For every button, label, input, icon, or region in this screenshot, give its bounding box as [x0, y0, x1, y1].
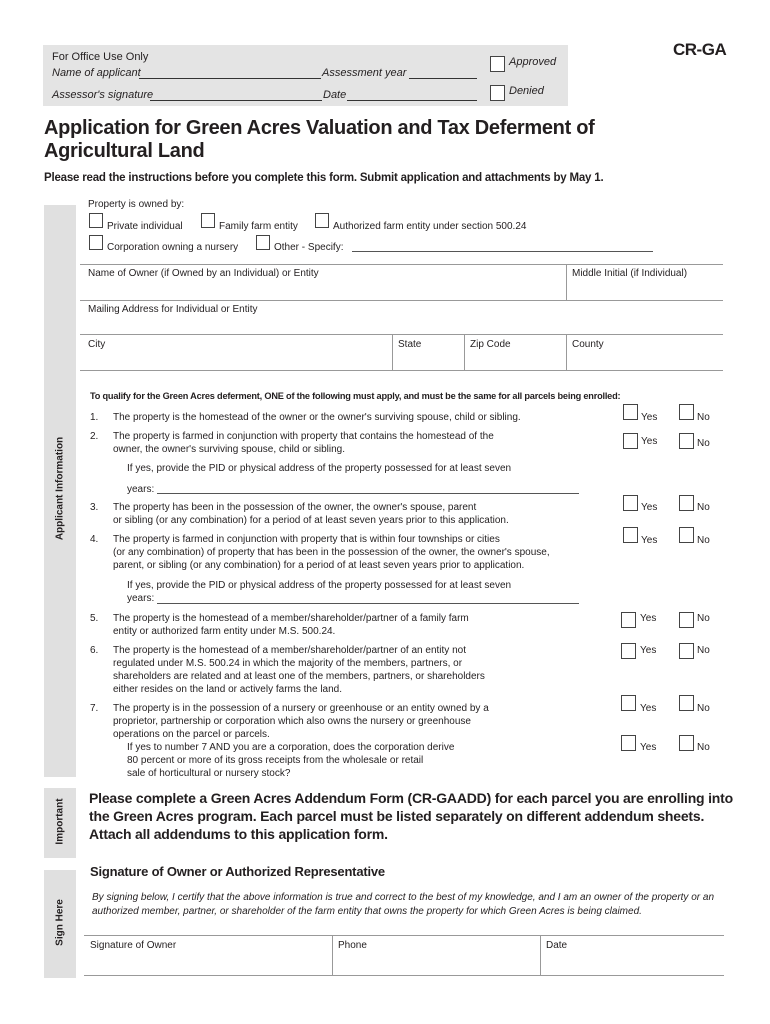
q7-yes-label: Yes	[640, 703, 657, 714]
mailing-address-label: Mailing Address for Individual or Entity	[88, 304, 258, 315]
q2-years-line[interactable]	[157, 493, 579, 494]
q4-yes-checkbox[interactable]	[623, 527, 638, 543]
other-label: Other - Specify:	[274, 242, 344, 253]
private-individual-checkbox[interactable]	[89, 213, 103, 228]
page-title: Application for Green Acres Valuation and Tax Deferment of Agricultural Land	[44, 117, 595, 162]
authorized-entity-label: Authorized farm entity under section 500.24	[333, 221, 527, 232]
signature-heading: Signature of Owner or Authorized Representative	[90, 864, 385, 879]
q7-number: 7.	[90, 703, 99, 714]
q2-years-label: years:	[127, 484, 155, 495]
q4-yes-label: Yes	[641, 535, 658, 546]
approved-checkbox[interactable]	[490, 56, 505, 72]
family-farm-label: Family farm entity	[219, 221, 298, 232]
office-date-line[interactable]	[347, 100, 477, 101]
assessment-year-line[interactable]	[409, 78, 477, 79]
grid-line	[84, 975, 724, 976]
ownership-heading: Property is owned by:	[88, 199, 185, 210]
phone-field[interactable]	[334, 953, 538, 975]
q1-yes-checkbox[interactable]	[623, 404, 638, 420]
q2-yes-checkbox[interactable]	[623, 433, 638, 449]
q4-no-checkbox[interactable]	[679, 527, 694, 543]
q6-yes-label: Yes	[640, 645, 657, 656]
state-field[interactable]	[394, 352, 462, 370]
approved-label: Approved	[509, 56, 557, 68]
grid-line	[332, 935, 333, 975]
q1-no-label: No	[697, 412, 710, 423]
q2-line1: The property is farmed in conjunction with property that contains the homestead of the	[113, 431, 494, 442]
q5-no-label: No	[697, 613, 710, 624]
middle-initial-label: Middle Initial (if Individual)	[572, 268, 688, 279]
q7-follow-line2: 80 percent or more of its gross receipts from the wholesale or retail	[127, 755, 424, 766]
office-use-box	[43, 45, 568, 106]
instructions-text: Please read the instructions before you complete this form. Submit application and attachments by May 1.	[44, 172, 604, 184]
q4-years-line[interactable]	[157, 603, 579, 604]
q7-no-checkbox[interactable]	[679, 695, 694, 711]
q2-line2: owner, the owner's surviving spouse, child or sibling.	[113, 444, 346, 455]
assessment-year-label: Assessment year	[322, 67, 407, 79]
important-text: Please complete a Green Acres Addendum Form (CR-GAADD) for each parcel you are enrolling into the Green Acres program. Each parcel must be listed separately on different addendum sheets. Attach all addendums to this application form.	[89, 790, 733, 842]
grid-line	[84, 935, 724, 936]
q3-number: 3.	[90, 502, 99, 513]
q6-line2: regulated under M.S. 500.24 in which the majority of the members, partners, or	[113, 658, 463, 669]
q5-number: 5.	[90, 613, 99, 624]
grid-line	[392, 334, 393, 370]
grid-line	[80, 334, 723, 335]
important-label: Important	[54, 798, 66, 845]
q4-no-label: No	[697, 535, 710, 546]
zip-label: Zip Code	[470, 339, 511, 350]
private-individual-label: Private individual	[107, 221, 183, 232]
q4-years-label: years:	[127, 593, 155, 604]
q6-no-checkbox[interactable]	[679, 643, 694, 659]
city-label: City	[88, 339, 106, 350]
qualify-heading: To qualify for the Green Acres deferment, ONE of the following must apply, and must be the same for all parcels being enrolled:	[90, 391, 621, 401]
mailing-address-field[interactable]	[80, 316, 722, 334]
phone-label: Phone	[338, 940, 367, 951]
q7-line3: operations on the parcel or parcels.	[113, 729, 270, 740]
certification-text: By signing below, I certify that the above information is true and correct to the best of my knowledge, and I am an owner of the property or an authorized member, partner, or shareholder of the farm entity that owns the property for which Green Acres is being claimed.	[92, 892, 715, 917]
other-specify-line[interactable]	[352, 251, 653, 252]
q3-line2: or sibling (or any combination) for a period of at least seven years prior to this application.	[113, 515, 509, 526]
q7-corp-no-checkbox[interactable]	[679, 735, 694, 751]
grid-line	[80, 370, 723, 371]
q2-follow: If yes, provide the PID or physical address of the property possessed for at least seven	[127, 463, 512, 474]
q6-number: 6.	[90, 645, 99, 656]
q7-no-label: No	[697, 703, 710, 714]
assessor-signature-label: Assessor's signature	[52, 89, 154, 101]
state-label: State	[398, 339, 422, 350]
q3-yes-checkbox[interactable]	[623, 495, 638, 511]
grid-line	[566, 334, 567, 370]
q7-corp-yes-checkbox[interactable]	[621, 735, 636, 751]
q3-yes-label: Yes	[641, 502, 658, 513]
q6-yes-checkbox[interactable]	[621, 643, 636, 659]
q7-follow-line1: If yes to number 7 AND you are a corporation, does the corporation derive	[127, 742, 455, 753]
q4-number: 4.	[90, 534, 99, 545]
q5-yes-label: Yes	[640, 613, 657, 624]
q5-yes-checkbox[interactable]	[621, 612, 636, 628]
q3-no-checkbox[interactable]	[679, 495, 694, 511]
applicant-sidebar	[44, 205, 76, 777]
q5-line1: The property is the homestead of a member/shareholder/partner of a family farm	[113, 613, 469, 624]
q2-number: 2.	[90, 431, 99, 442]
q6-no-label: No	[697, 645, 710, 656]
q5-no-checkbox[interactable]	[679, 612, 694, 628]
grid-line	[566, 264, 567, 300]
city-field[interactable]	[80, 352, 390, 370]
form-id: CR-GA	[673, 40, 727, 59]
applicant-name-line[interactable]	[139, 78, 321, 79]
q1-number: 1.	[90, 412, 99, 423]
grid-line	[80, 300, 723, 301]
grid-line	[464, 334, 465, 370]
q3-no-label: No	[697, 502, 710, 513]
signature-date-label: Date	[546, 940, 568, 951]
zip-field[interactable]	[466, 352, 564, 370]
q7-line2: proprietor, partnership or corporation which also owns the nursery or greenhouse	[113, 716, 471, 727]
q5-line2: entity or authorized farm entity under M.S. 500.24.	[113, 626, 336, 637]
owner-name-field[interactable]	[80, 280, 564, 300]
applicant-info-label: Applicant Information	[54, 436, 66, 541]
q7-yes-checkbox[interactable]	[621, 695, 636, 711]
other-checkbox[interactable]	[256, 235, 270, 250]
assessor-signature-line[interactable]	[150, 100, 322, 101]
owner-signature-field[interactable]	[84, 953, 330, 975]
q4-line2: (or any combination) of property that has been in the possession of the owner, the owner's spouse,	[113, 547, 550, 558]
q4-line3: parent, or sibling (or any combination) for a period of at least seven years prior to application.	[113, 560, 525, 571]
q1-yes-label: Yes	[641, 412, 658, 423]
authorized-entity-checkbox[interactable]	[315, 213, 329, 228]
q6-line3: shareholders are related and at least one of the members, partners, or shareholders	[113, 671, 485, 682]
important-sidebar	[44, 788, 76, 858]
office-use-heading: For Office Use Only	[52, 51, 149, 63]
sign-sidebar	[44, 870, 76, 978]
q2-yes-label: Yes	[641, 436, 658, 447]
family-farm-checkbox[interactable]	[201, 213, 215, 228]
denied-label: Denied	[509, 85, 544, 97]
county-field[interactable]	[568, 352, 722, 370]
q7-follow-line3: sale of horticultural or nursery stock?	[127, 768, 291, 779]
sign-here-label: Sign Here	[54, 899, 66, 946]
owner-signature-label: Signature of Owner	[90, 940, 177, 951]
q4-follow: If yes, provide the PID or physical address of the property possessed for at least seven	[127, 580, 512, 591]
owner-name-label: Name of Owner (if Owned by an Individual) or Entity	[88, 268, 319, 279]
q1-line1: The property is the homestead of the owner or the owner's surviving spouse, child or sibling.	[113, 412, 521, 423]
applicant-name-label: Name of applicant	[52, 67, 141, 79]
q7-corp-no-label: No	[697, 742, 710, 753]
q6-line4: either resides on the land or actively farms the land.	[113, 684, 343, 695]
q4-line1: The property is farmed in conjunction with property that is within four townships or cities	[113, 534, 500, 545]
denied-checkbox[interactable]	[490, 85, 505, 101]
q6-line1: The property is the homestead of a member/shareholder/partner of an entity not	[113, 645, 466, 656]
corporation-nursery-checkbox[interactable]	[89, 235, 103, 250]
grid-line	[540, 935, 541, 975]
middle-initial-field[interactable]	[568, 280, 722, 300]
q7-line1: The property is in the possession of a nursery or greenhouse or an entity owned by a	[113, 703, 489, 714]
county-label: County	[572, 339, 604, 350]
office-date-label: Date	[323, 89, 347, 101]
q2-no-checkbox[interactable]	[679, 433, 694, 449]
corporation-nursery-label: Corporation owning a nursery	[107, 242, 239, 253]
signature-date-field[interactable]	[542, 953, 724, 975]
grid-line	[80, 264, 723, 265]
q7-corp-yes-label: Yes	[640, 742, 657, 753]
q2-no-label: No	[697, 438, 710, 449]
q3-line1: The property has been in the possession of the owner, the owner's spouse, parent	[113, 502, 477, 513]
q1-no-checkbox[interactable]	[679, 404, 694, 420]
